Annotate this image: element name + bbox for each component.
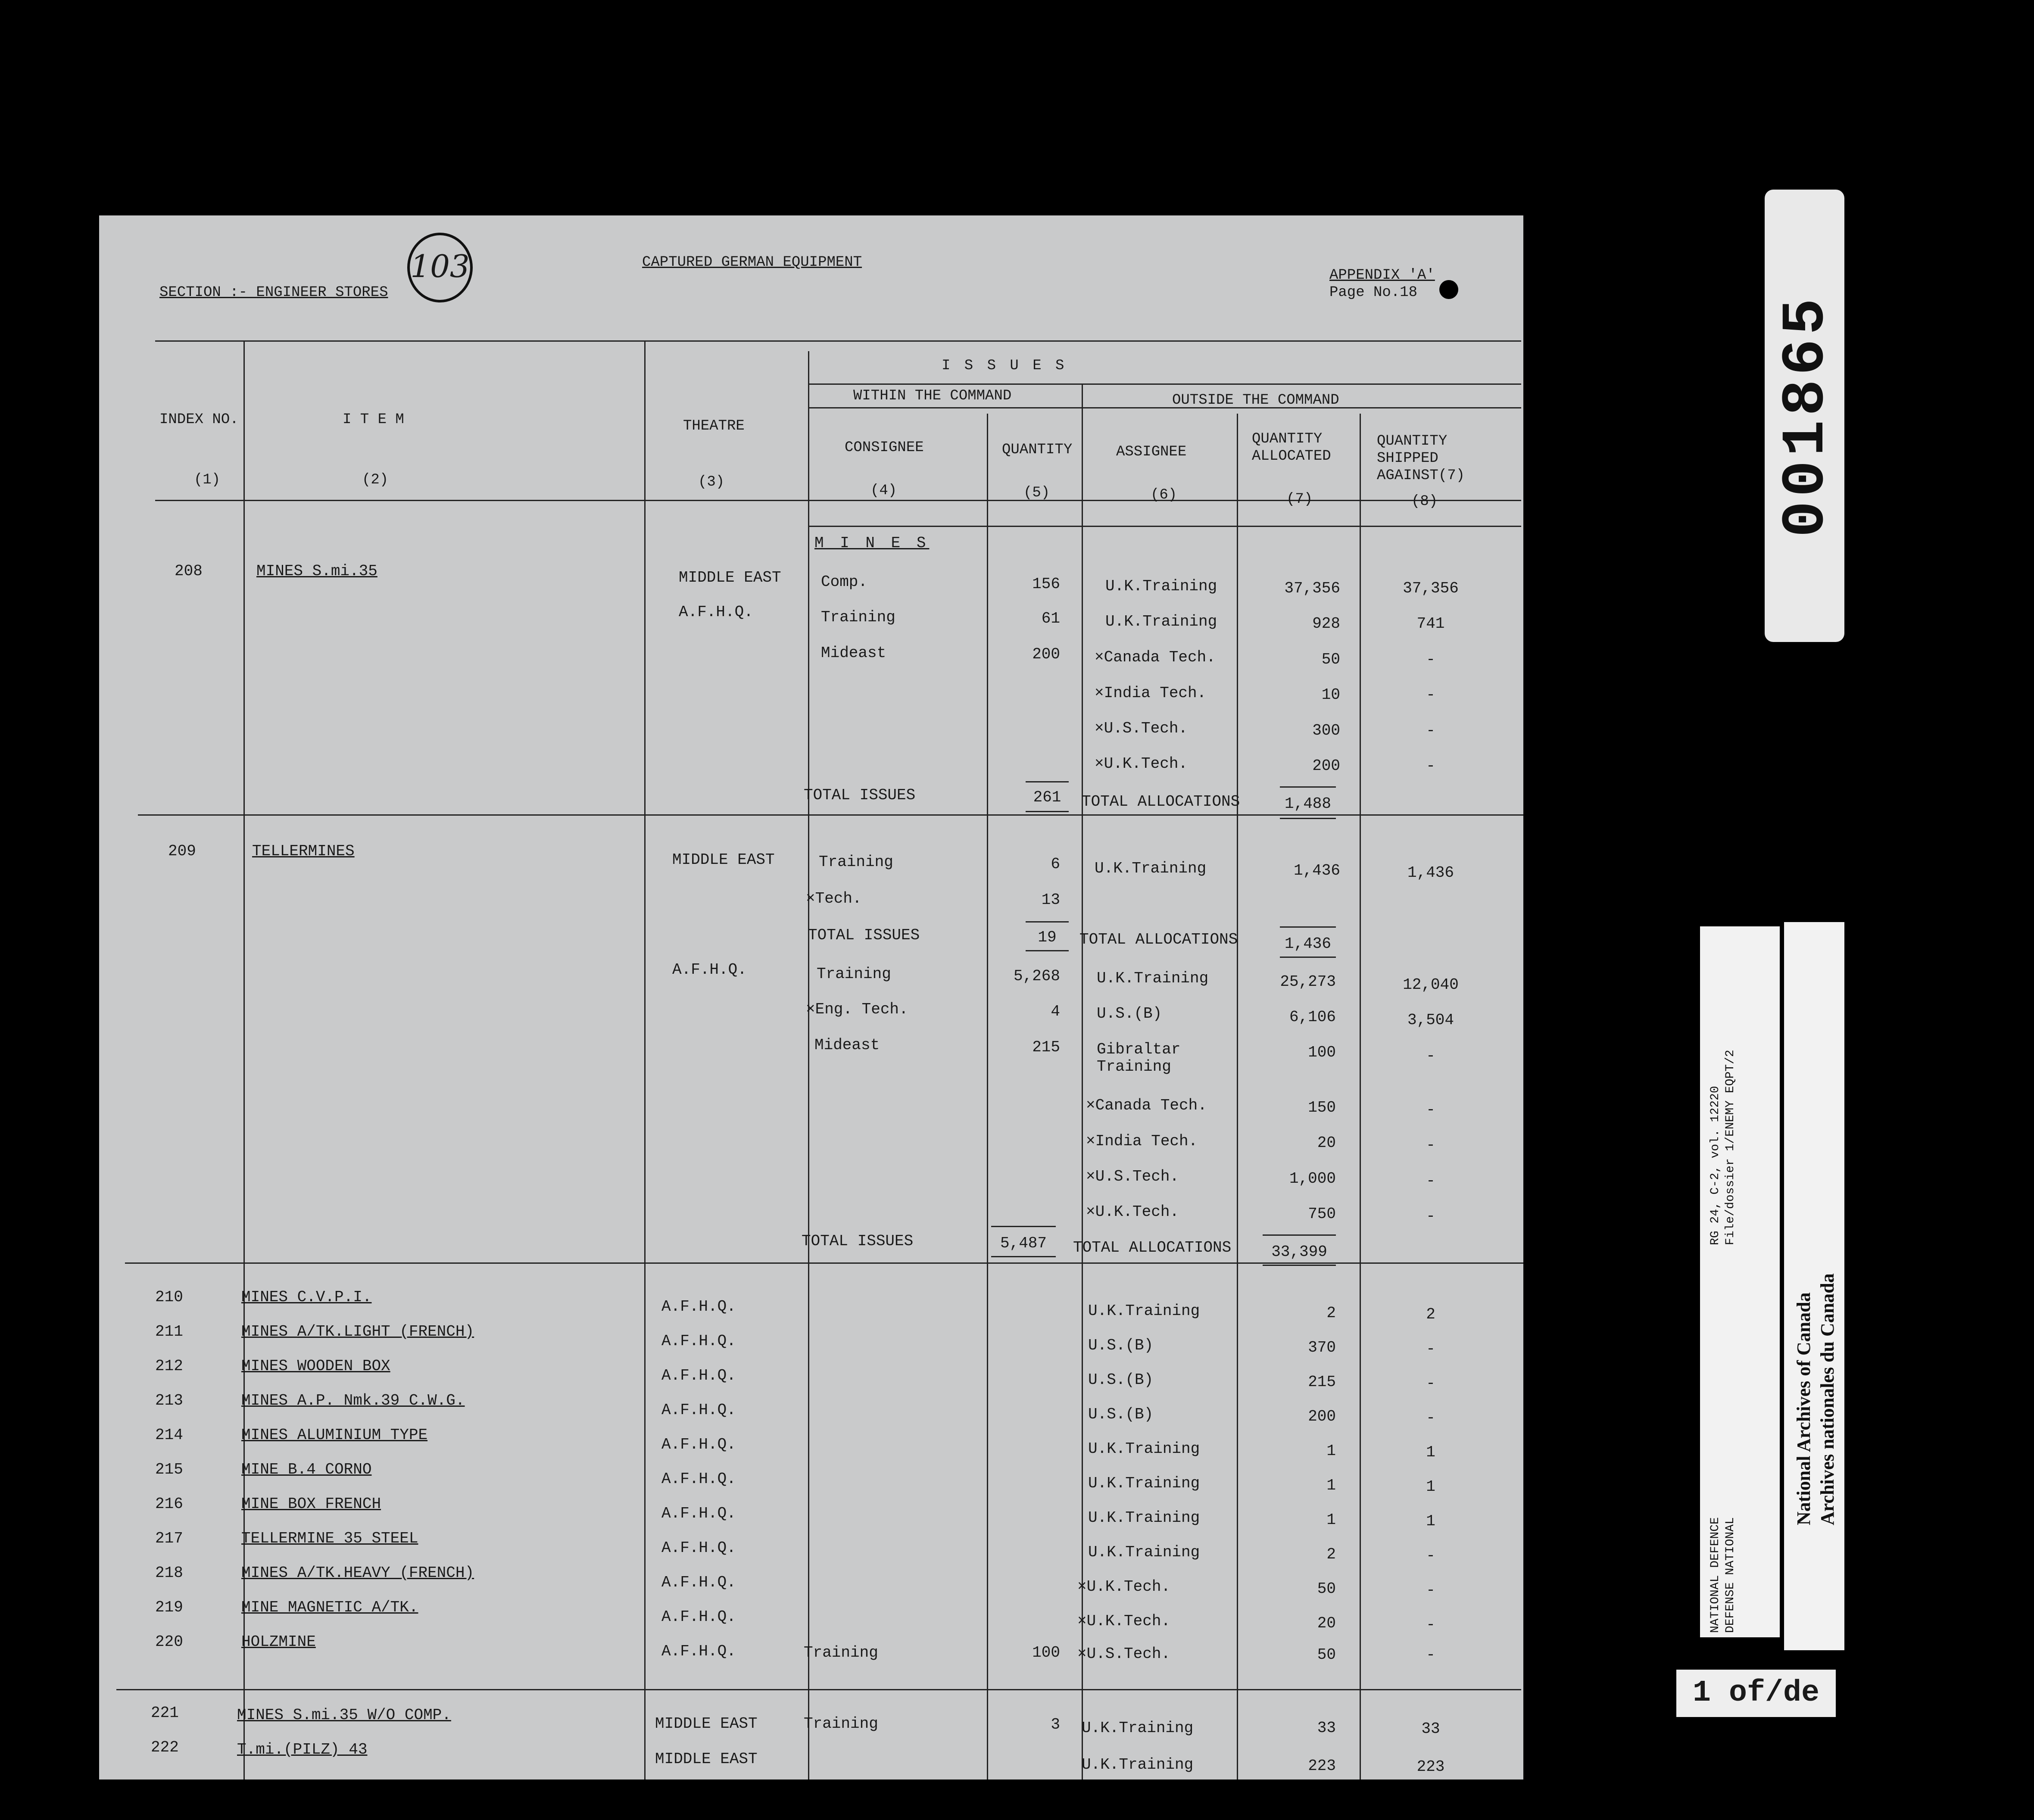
allocated-209-af-5: 20 (1317, 1134, 1336, 1152)
col-shipped-number: (8) (1411, 493, 1438, 510)
total-allocations-label-209-me: TOTAL ALLOCATIONS (1079, 931, 1238, 948)
row-211-item: MINES A/TK.LIGHT (FRENCH) (241, 1323, 474, 1340)
total-allocations-209: 33,399 (1271, 1243, 1327, 1261)
row-221-index: 221 (151, 1704, 179, 1722)
assignee-209-af-3: Gibraltar (1097, 1041, 1181, 1058)
row-217-theatre: A.F.H.Q. (661, 1539, 736, 1557)
row-218-allocated: 50 (1317, 1580, 1336, 1598)
issues-heading: I S S U E S (942, 358, 1067, 374)
row-214-allocated: 1 (1326, 1442, 1336, 1460)
quantity-209-af-1: 5,268 (1013, 967, 1060, 985)
total-issues-209: 5,487 (1000, 1234, 1047, 1252)
col-divider-1 (243, 340, 245, 1779)
quantity-209-me-2: 13 (1041, 891, 1060, 909)
row-210-assignee: U.K.Training (1088, 1302, 1200, 1320)
col-quantity-number: (5) (1023, 485, 1050, 501)
row-220-shipped: - (1426, 1646, 1435, 1664)
assignee-209-af-3b: Training (1097, 1058, 1171, 1075)
row-221-allocated: 33 (1317, 1719, 1336, 1737)
quantity-209-af-3: 215 (1032, 1038, 1060, 1056)
theatre-209-1: MIDDLE EAST (672, 851, 775, 869)
row-213-theatre: A.F.H.Q. (661, 1401, 736, 1419)
punch-hole (1439, 280, 1458, 299)
assignee-209-af-4: ×Canada Tech. (1086, 1097, 1207, 1114)
allocated-208-4: 10 (1321, 686, 1340, 704)
allocated-208-1: 37,356 (1284, 580, 1340, 597)
quantity-209-af-2: 4 (1051, 1003, 1060, 1020)
shipped-209-af-2: 3,504 (1407, 1011, 1454, 1029)
assignee-208-4: ×India Tech. (1095, 684, 1207, 702)
col-theatre-number: (3) (698, 474, 725, 490)
row-218-item: MINES A/TK.HEAVY (FRENCH) (241, 1564, 474, 1582)
total-issues-209-me: 19 (1038, 929, 1057, 946)
shipped-208-5: - (1426, 722, 1435, 739)
row-211-index: 211 (155, 1323, 183, 1340)
row-219-theatre: A.F.H.Q. (661, 1608, 736, 1626)
consignee-209-af-3: Mideast (814, 1036, 880, 1054)
assignee-208-5: ×U.S.Tech. (1095, 720, 1188, 737)
row-220-item: HOLZMINE (241, 1633, 316, 1651)
row-218-assignee: ×U.K.Tech. (1077, 1578, 1171, 1596)
row-212-assignee: U.S.(B) (1088, 1371, 1154, 1389)
col-divider-7 (1360, 414, 1361, 1779)
col-theatre-header: THEATRE (683, 418, 745, 434)
row-214-theatre: A.F.H.Q. (661, 1436, 736, 1453)
circled-page-number: 103 (407, 233, 473, 302)
total-issues-label-209-me: TOTAL ISSUES (808, 926, 920, 944)
header-bottom-rule (155, 500, 1521, 501)
total-rule-209-issues-top (991, 1226, 1056, 1227)
row-213-index: 213 (155, 1392, 183, 1409)
total-rule-209-issues-bottom (991, 1256, 1056, 1257)
total-rule-209-alloc-top (1263, 1234, 1336, 1236)
row-217-allocated: 2 (1326, 1546, 1336, 1563)
shipped-208-1: 37,356 (1403, 580, 1459, 597)
consignee-208-2: Training (821, 608, 895, 626)
row-222-allocated: 223 (1308, 1757, 1336, 1775)
col-consignee-number: (4) (870, 483, 897, 499)
col-item-header: I T E M (343, 411, 404, 428)
row-221-shipped: 33 (1421, 1720, 1440, 1738)
shipped-209-af-6: - (1426, 1172, 1435, 1190)
shipped-209-me: 1,436 (1407, 864, 1454, 882)
col-allocated-header-1: QUANTITY (1252, 431, 1323, 447)
shipped-209-af-3: - (1426, 1047, 1435, 1065)
row-213-item: MINES A.P. Nmk.39 C.W.G. (241, 1392, 465, 1409)
mines-section-heading: M I N E S (814, 534, 930, 552)
row-215-allocated: 1 (1326, 1477, 1336, 1494)
col-divider-5 (1082, 383, 1083, 1779)
total-issues-label-208: TOTAL ISSUES (804, 786, 916, 804)
allocated-208-5: 300 (1312, 722, 1340, 739)
row-215-theatre: A.F.H.Q. (661, 1470, 736, 1488)
row-220-allocated: 50 (1317, 1646, 1336, 1664)
department-fr: DEFENSE NATIONAL (1724, 1517, 1737, 1633)
row-212-shipped: - (1426, 1374, 1435, 1392)
row-216-allocated: 1 (1326, 1511, 1336, 1529)
total-issues-208: 261 (1033, 788, 1061, 806)
row-211-shipped: - (1426, 1340, 1435, 1358)
theatre-208-2: A.F.H.Q. (679, 603, 753, 621)
page-number: Page No.18 (1329, 284, 1418, 301)
shipped-209-af-7: - (1426, 1207, 1435, 1225)
allocated-209-af-7: 750 (1308, 1205, 1336, 1223)
row-216-shipped: 1 (1426, 1512, 1435, 1530)
row-210-theatre: A.F.H.Q. (661, 1298, 736, 1315)
row-221-theatre: MIDDLE EAST (655, 1715, 758, 1733)
row-214-assignee: U.K.Training (1088, 1440, 1200, 1458)
row-221-item: MINES S.mi.35 W/O COMP. (237, 1706, 451, 1724)
row-211-assignee: U.S.(B) (1088, 1337, 1154, 1354)
frame-number-stamp: 001865 (1765, 190, 1844, 642)
archive-name-panel (1784, 922, 1844, 1650)
col-shipped-header-1: QUANTITY (1377, 433, 1448, 449)
shipped-209-af-5: - (1426, 1136, 1435, 1154)
assignee-209-af-6: ×U.S.Tech. (1086, 1168, 1179, 1185)
consignee-209-me-2: ×Tech. (806, 890, 862, 907)
row-217-assignee: U.K.Training (1088, 1543, 1200, 1561)
shipped-208-6: - (1426, 757, 1435, 775)
row-212-allocated: 215 (1308, 1373, 1336, 1391)
row-221-quantity: 3 (1051, 1716, 1060, 1733)
col-shipped-header-3: AGAINST(7) (1377, 467, 1465, 484)
consignee-208-3: Mideast (821, 644, 886, 662)
col-allocated-header-2: ALLOCATED (1252, 448, 1331, 464)
quantity-208-2: 61 (1041, 610, 1060, 627)
col-item-number: (2) (362, 472, 389, 488)
document-page (99, 215, 1523, 1779)
allocated-209-af-6: 1,000 (1289, 1170, 1336, 1187)
row-217-index: 217 (155, 1530, 183, 1547)
total-rule-209-me-alloc-top (1280, 926, 1336, 928)
row-214-item: MINES ALUMINIUM TYPE (241, 1426, 428, 1444)
row-220-quantity: 100 (1032, 1644, 1060, 1661)
row-220-consignee: Training (804, 1644, 878, 1661)
index-208: 208 (175, 562, 203, 580)
row-220-theatre: A.F.H.Q. (661, 1642, 736, 1660)
row-219-item: MINE MAGNETIC A/TK. (241, 1599, 418, 1616)
row-219-shipped: - (1426, 1616, 1435, 1633)
row-213-shipped: - (1426, 1409, 1435, 1427)
row-213-allocated: 200 (1308, 1408, 1336, 1425)
col-assignee-header: ASSIGNEE (1116, 444, 1187, 460)
row-215-assignee: U.K.Training (1088, 1474, 1200, 1492)
row-222-theatre: MIDDLE EAST (655, 1750, 758, 1768)
row-215-shipped: 1 (1426, 1478, 1435, 1496)
allocated-209-af-2: 6,106 (1289, 1008, 1336, 1026)
theatre-208-1: MIDDLE EAST (679, 569, 781, 586)
allocated-209-af-1: 25,273 (1280, 973, 1336, 991)
assignee-208-1: U.K.Training (1105, 577, 1217, 595)
total-allocations-209-me: 1,436 (1284, 935, 1332, 953)
row-214-index: 214 (155, 1426, 183, 1444)
within-command-heading: WITHIN THE COMMAND (853, 388, 1012, 404)
row-210-index: 210 (155, 1288, 183, 1306)
total-rule-208-alloc-bottom (1280, 818, 1336, 819)
shipped-208-2: 741 (1416, 615, 1445, 633)
total-rule-209-me-issues-bottom (1026, 950, 1069, 951)
row-220-assignee: ×U.S.Tech. (1077, 1645, 1171, 1663)
section-label: SECTION :- ENGINEER STORES (159, 284, 388, 301)
shipped-208-3: - (1426, 651, 1435, 668)
archive-ref-file: File/dossier 1/ENEMY EQPT/2 (1724, 1050, 1737, 1245)
row-216-assignee: U.K.Training (1088, 1509, 1200, 1527)
item-209: TELLERMINES (252, 842, 355, 860)
assignee-209-af-1: U.K.Training (1097, 969, 1209, 987)
row-212-index: 212 (155, 1357, 183, 1375)
row-219-allocated: 20 (1317, 1614, 1336, 1632)
archive-name-fr: Archives nationales du Canada (1817, 1273, 1838, 1525)
archive-ref-volume: RG 24, C-2, vol. 12220 (1709, 1086, 1722, 1245)
total-rule-208-issues-bottom (1026, 811, 1069, 812)
row-215-index: 215 (155, 1461, 183, 1478)
index-209: 209 (168, 842, 196, 860)
allocated-209-me: 1,436 (1293, 862, 1340, 879)
outside-command-heading: OUTSIDE THE COMMAND (1172, 392, 1339, 408)
total-issues-label-209: TOTAL ISSUES (802, 1232, 914, 1250)
row-211-theatre: A.F.H.Q. (661, 1332, 736, 1350)
col-allocated-number: (7) (1286, 491, 1313, 508)
item-208: MINES S.mi.35 (256, 562, 377, 580)
allocated-209-af-4: 150 (1308, 1099, 1336, 1116)
allocated-208-6: 200 (1312, 757, 1340, 775)
issues-rule (808, 383, 1521, 385)
row-218-theatre: A.F.H.Q. (661, 1574, 736, 1591)
col-divider-6 (1237, 414, 1238, 1779)
total-rule-208-alloc-top (1280, 786, 1336, 788)
total-allocations-208: 1,488 (1284, 795, 1332, 813)
col-divider-3 (808, 351, 809, 1779)
allocated-209-af-3: 100 (1308, 1044, 1336, 1061)
total-allocations-label-209: TOTAL ALLOCATIONS (1073, 1239, 1232, 1256)
row-211-allocated: 370 (1308, 1339, 1336, 1356)
within-outside-rule (808, 407, 1521, 408)
row-218-shipped: - (1426, 1581, 1435, 1599)
col-index-number: (1) (194, 472, 221, 488)
row-219-assignee: ×U.K.Tech. (1077, 1612, 1171, 1630)
archive-name-en: National Archives of Canada (1793, 1292, 1814, 1525)
table-top-rule (155, 340, 1521, 342)
row-212-theatre: A.F.H.Q. (661, 1367, 736, 1384)
total-rule-208-issues-top (1026, 781, 1069, 782)
col-divider-4 (987, 414, 988, 1779)
quantity-208-3: 200 (1032, 645, 1060, 663)
total-rule-209-me-alloc-bottom (1280, 957, 1336, 958)
row-rule-209 (125, 1262, 1523, 1264)
row-216-item: MINE BOX FRENCH (241, 1495, 381, 1513)
subheader-rule (808, 526, 1521, 527)
row-222-shipped: 223 (1416, 1758, 1445, 1776)
col-quantity-header: QUANTITY (1002, 442, 1073, 458)
row-210-allocated: 2 (1326, 1304, 1336, 1322)
row-219-index: 219 (155, 1599, 183, 1616)
row-rule-220 (116, 1689, 1521, 1690)
archive-reference-panel (1700, 926, 1780, 1637)
row-221-assignee: U.K.Training (1082, 1719, 1194, 1737)
shipped-208-4: - (1426, 686, 1435, 704)
total-allocations-label-208: TOTAL ALLOCATIONS (1082, 793, 1240, 810)
col-shipped-header-2: SHIPPED (1377, 450, 1438, 467)
row-212-item: MINES WOODEN BOX (241, 1357, 390, 1375)
document-title: CAPTURED GERMAN EQUIPMENT (642, 254, 862, 271)
assignee-209-af-7: ×U.K.Tech. (1086, 1203, 1179, 1221)
row-220-index: 220 (155, 1633, 183, 1651)
row-222-item: T.mi.(PILZ) 43 (237, 1741, 368, 1758)
assignee-208-2: U.K.Training (1105, 613, 1217, 630)
consignee-209-me-1: Training (819, 853, 893, 871)
col-divider-2 (644, 340, 646, 1779)
assignee-209-af-5: ×India Tech. (1086, 1132, 1198, 1150)
assignee-208-6: ×U.K.Tech. (1095, 755, 1188, 773)
appendix-label: APPENDIX 'A' (1329, 267, 1435, 284)
row-214-shipped: 1 (1426, 1443, 1435, 1461)
assignee-208-3: ×Canada Tech. (1095, 648, 1216, 666)
quantity-208-1: 156 (1032, 575, 1060, 593)
col-consignee-header: CONSIGNEE (845, 439, 924, 456)
theatre-209-2: A.F.H.Q. (672, 961, 747, 979)
shipped-209-af-4: - (1426, 1101, 1435, 1119)
allocated-208-3: 50 (1321, 651, 1340, 668)
row-213-assignee: U.S.(B) (1088, 1406, 1154, 1423)
row-217-shipped: - (1426, 1547, 1435, 1564)
consignee-209-af-1: Training (817, 965, 891, 983)
assignee-209-af-2: U.S.(B) (1097, 1005, 1162, 1022)
consignee-208-1: Comp. (821, 573, 868, 591)
row-216-theatre: A.F.H.Q. (661, 1505, 736, 1522)
shipped-209-af-1: 12,040 (1403, 976, 1459, 994)
total-rule-209-me-issues-top (1026, 921, 1069, 922)
page-of-label: 1 of/de (1676, 1670, 1836, 1717)
allocated-208-2: 928 (1312, 615, 1340, 633)
row-217-item: TELLERMINE 35 STEEL (241, 1530, 418, 1547)
consignee-209-af-2: ×Eng. Tech. (806, 1000, 908, 1018)
row-210-shipped: 2 (1426, 1306, 1435, 1323)
row-221-consignee: Training (804, 1715, 878, 1733)
row-215-item: MINE B.4 CORNO (241, 1461, 372, 1478)
total-rule-209-alloc-bottom (1263, 1265, 1336, 1266)
department-en: NATIONAL DEFENCE (1709, 1517, 1722, 1633)
col-assignee-number: (6) (1151, 487, 1177, 503)
assignee-209-me: U.K.Training (1095, 860, 1207, 877)
row-218-index: 218 (155, 1564, 183, 1582)
row-210-item: MINES C.V.P.I. (241, 1288, 372, 1306)
row-216-index: 216 (155, 1495, 183, 1513)
row-rule-208 (138, 814, 1523, 816)
row-222-index: 222 (151, 1739, 179, 1756)
row-222-assignee: U.K.Training (1082, 1756, 1194, 1773)
quantity-209-me-1: 6 (1051, 855, 1060, 873)
col-index-header: INDEX NO. (159, 411, 239, 428)
